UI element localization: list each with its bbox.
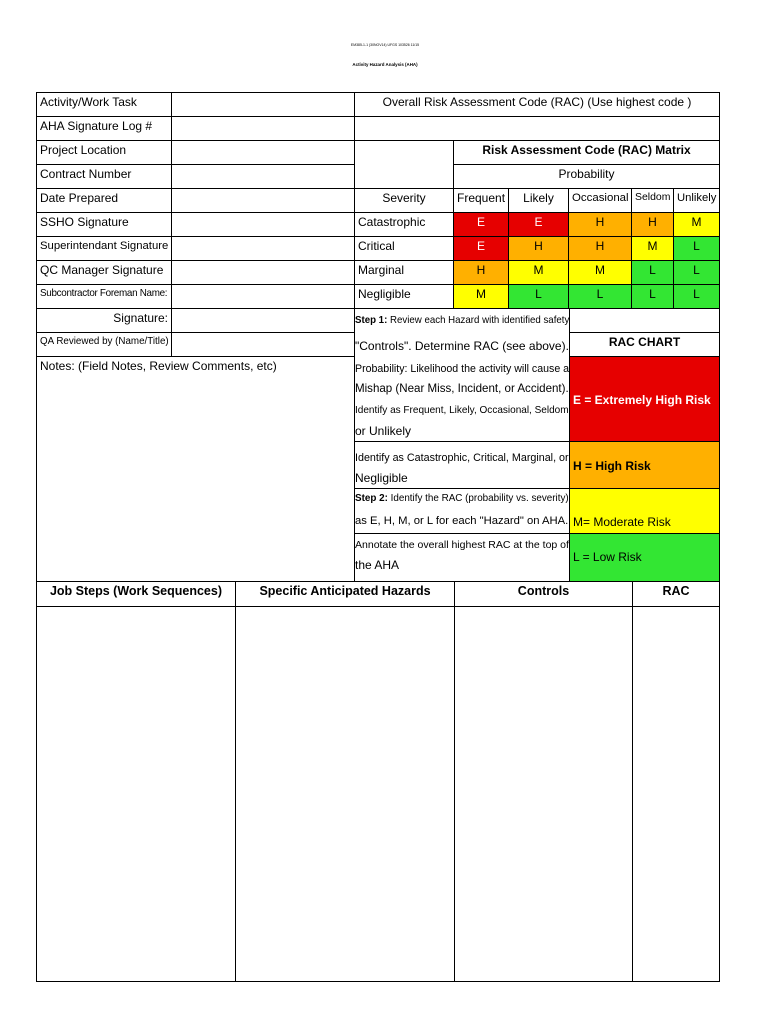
severity-catastrophic: Catastrophic <box>354 212 454 237</box>
rac-cell: M <box>568 260 632 285</box>
prob-frequent: Frequent <box>453 188 509 213</box>
probability-line-4: or Unlikely <box>355 424 412 438</box>
rac-cell: H <box>453 260 509 285</box>
rac-cell: M <box>453 284 509 309</box>
field-ssho-signature[interactable] <box>171 212 355 237</box>
label-qc-manager-signature: QC Manager Signature <box>36 260 172 285</box>
overall-rac-field[interactable] <box>354 116 720 141</box>
overall-rac-label: Overall Risk Assessment Code (RAC) (Use highest code ) <box>354 92 720 117</box>
col-header-hazards: Specific Anticipated Hazards <box>235 581 455 607</box>
matrix-corner <box>354 140 454 189</box>
step1-line-1 <box>355 314 569 328</box>
rac-cell: H <box>508 236 569 261</box>
label-superintendant-signature: Superintendant Signature <box>36 236 172 261</box>
col-header-controls: Controls <box>454 581 633 607</box>
rac-cell: E <box>453 236 509 261</box>
rac-chart-extreme: E = Extremely High Risk <box>569 356 720 442</box>
label-project-location: Project Location <box>36 140 172 165</box>
field-contract-number[interactable] <box>171 164 355 189</box>
divider <box>354 488 570 489</box>
rac-chart-high: H = High Risk <box>569 441 720 489</box>
label-qa-reviewed: QA Reviewed by (Name/Title) <box>36 332 172 357</box>
label-date-prepared: Date Prepared <box>36 188 172 213</box>
field-project-location[interactable] <box>171 140 355 165</box>
probability-line-1: Probability: Likelihood the activity will cause a <box>355 363 570 375</box>
rac-chart-title: RAC CHART <box>569 332 720 357</box>
severity-line-1: Identify as Catastrophic, Critical, Marginal, or <box>355 452 569 464</box>
rac-area[interactable] <box>632 606 720 982</box>
field-superintendant-signature[interactable] <box>171 236 355 261</box>
notes-label: Notes: (Field Notes, Review Comments, etc) <box>40 359 277 373</box>
rac-cell: H <box>631 212 674 237</box>
step1-line-2: "Controls". Determine RAC (see above). <box>355 339 569 353</box>
rac-cell: M <box>673 212 720 237</box>
divider <box>354 441 570 442</box>
prob-likely: Likely <box>508 188 569 213</box>
field-subcontractor-foreman[interactable] <box>171 284 355 309</box>
probability-label: Probability <box>453 164 720 189</box>
step2-text-a: Identify the RAC (probability vs. severity) <box>387 493 569 504</box>
controls-area[interactable] <box>454 606 633 982</box>
rac-cell: L <box>673 284 720 309</box>
annotate-line-1: Annotate the overall highest RAC at the top of <box>355 539 569 551</box>
rac-cell: E <box>453 212 509 237</box>
rac-cell: E <box>508 212 569 237</box>
rac-chart-moderate: M= Moderate Risk <box>569 488 720 534</box>
label-ssho-signature: SSHO Signature <box>36 212 172 237</box>
annotate-line-2: the AHA <box>355 558 400 572</box>
severity-marginal: Marginal <box>354 260 454 285</box>
step2-label: Step 2: <box>355 493 388 504</box>
rac-cell: L <box>508 284 569 309</box>
col-header-rac: RAC <box>632 581 720 607</box>
probability-line-3: Identify as Frequent, Likely, Occasional, Seldom <box>355 405 569 416</box>
field-activity[interactable] <box>171 92 355 117</box>
rac-chart-low: L = Low Risk <box>569 533 720 582</box>
probability-line-2: Mishap (Near Miss, Incident, or Accident). <box>355 383 569 395</box>
severity-label: Severity <box>354 188 454 213</box>
matrix-title: Risk Assessment Code (RAC) Matrix <box>453 140 720 165</box>
col-header-job-steps: Job Steps (Work Sequences) <box>36 581 236 607</box>
label-contract-number: Contract Number <box>36 164 172 189</box>
severity-negligible: Negligible <box>354 284 454 309</box>
form-title: Activity Hazard Analysis (AHA) <box>352 62 418 67</box>
field-qc-manager-signature[interactable] <box>171 260 355 285</box>
rac-cell: M <box>631 236 674 261</box>
field-date-prepared[interactable] <box>171 188 355 213</box>
label-activity: Activity/Work Task <box>36 92 172 117</box>
field-qa-reviewed[interactable] <box>171 332 355 357</box>
field-signature-log[interactable] <box>171 116 355 141</box>
prob-unlikely: Unlikely <box>673 188 720 213</box>
rac-cell: L <box>631 284 674 309</box>
step2-line-2: as E, H, M, or L for each "Hazard" on AHA. <box>355 515 569 527</box>
rac-cell: H <box>568 236 632 261</box>
rac-cell: M <box>508 260 569 285</box>
step1-label: Step 1: <box>355 315 388 326</box>
prob-occasional: Occasional <box>568 188 632 213</box>
step2-line-1 <box>355 492 569 506</box>
rac-cell: L <box>631 260 674 285</box>
rac-cell: L <box>673 236 720 261</box>
notes-area[interactable] <box>36 356 355 582</box>
severity-line-2: Negligible <box>355 471 408 485</box>
prob-seldom: Seldom <box>631 188 674 213</box>
form-code: EM385-1-1 (30NOV14) UFGS 103526 11/15 <box>350 43 420 47</box>
job-steps-area[interactable] <box>36 606 236 982</box>
field-signature[interactable] <box>171 308 355 333</box>
rac-cell: H <box>568 212 632 237</box>
label-signature: Signature: <box>36 308 172 333</box>
hazards-area[interactable] <box>235 606 455 982</box>
rac-cell: L <box>673 260 720 285</box>
rac-cell: L <box>568 284 632 309</box>
label-subcontractor-foreman: Subcontractor Foreman Name: <box>36 284 172 309</box>
severity-critical: Critical <box>354 236 454 261</box>
divider <box>354 533 570 534</box>
step1-text-a: Review each Hazard with identified safety <box>387 315 570 326</box>
rac-chart-spacer <box>569 308 720 333</box>
label-signature-log: AHA Signature Log # <box>36 116 172 141</box>
